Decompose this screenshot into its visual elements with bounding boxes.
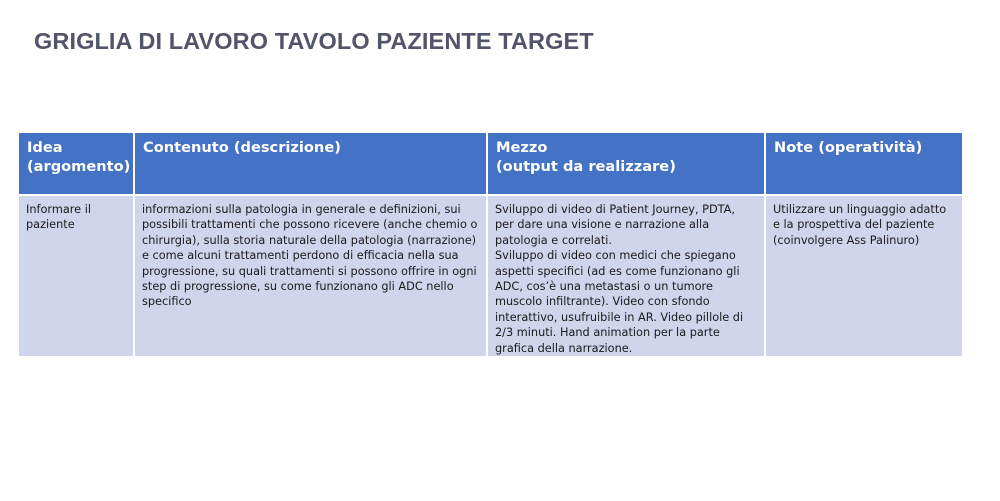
header-sublabel: (output da realizzare) xyxy=(496,158,676,175)
work-grid-table xyxy=(17,131,964,358)
header-label: Note (operatività) xyxy=(774,139,923,156)
cell-contenuto: informazioni sulla patologia in generale e definizioni, sui possibili trattamenti che possono ricevere (anche chemio o chirurgia), sulla storia naturale della patologia (narrazione) e come alcuni trattamenti perdono di efficacia nella sua progressione, su quali trattamenti si possono offrire in ogni step di progressione, su come funzionano gli ADC nello specifico xyxy=(134,195,487,357)
header-label: Contenuto (descrizione) xyxy=(143,139,341,156)
mezzo-paragraph-1: Sviluppo di video di Patient Journey, PDTA, per dare una visione e narrazione alla patologia e correlati. xyxy=(495,203,735,247)
cell-mezzo xyxy=(487,195,765,357)
table-header-row xyxy=(18,132,963,195)
header-label: Mezzo xyxy=(496,139,548,156)
cell-idea: Informare il paziente xyxy=(18,195,134,357)
header-mezzo xyxy=(487,132,765,195)
table-row xyxy=(18,195,963,357)
cell-note: Utilizzare un linguaggio adatto e la prospettiva del paziente (coinvolgere Ass Palinuro) xyxy=(765,195,963,357)
header-sublabel: (argomento) xyxy=(27,158,131,175)
mezzo-paragraph-2: Sviluppo di video con medici che spiegano aspetti specifici (ad es come funzionano gli ADC, cos’è una metastasi o un tumore muscolo infiltrante). Video con sfondo interattivo, usufruibile in AR. Video pillole di 2/3 minuti. Hand animation per la parte grafica della narrazione. xyxy=(495,249,744,355)
header-label: Idea xyxy=(27,139,63,156)
page-title: GRIGLIA DI LAVORO TAVOLO PAZIENTE TARGET xyxy=(34,28,594,54)
header-contenuto xyxy=(134,132,487,195)
header-note xyxy=(765,132,963,195)
header-idea xyxy=(18,132,134,195)
